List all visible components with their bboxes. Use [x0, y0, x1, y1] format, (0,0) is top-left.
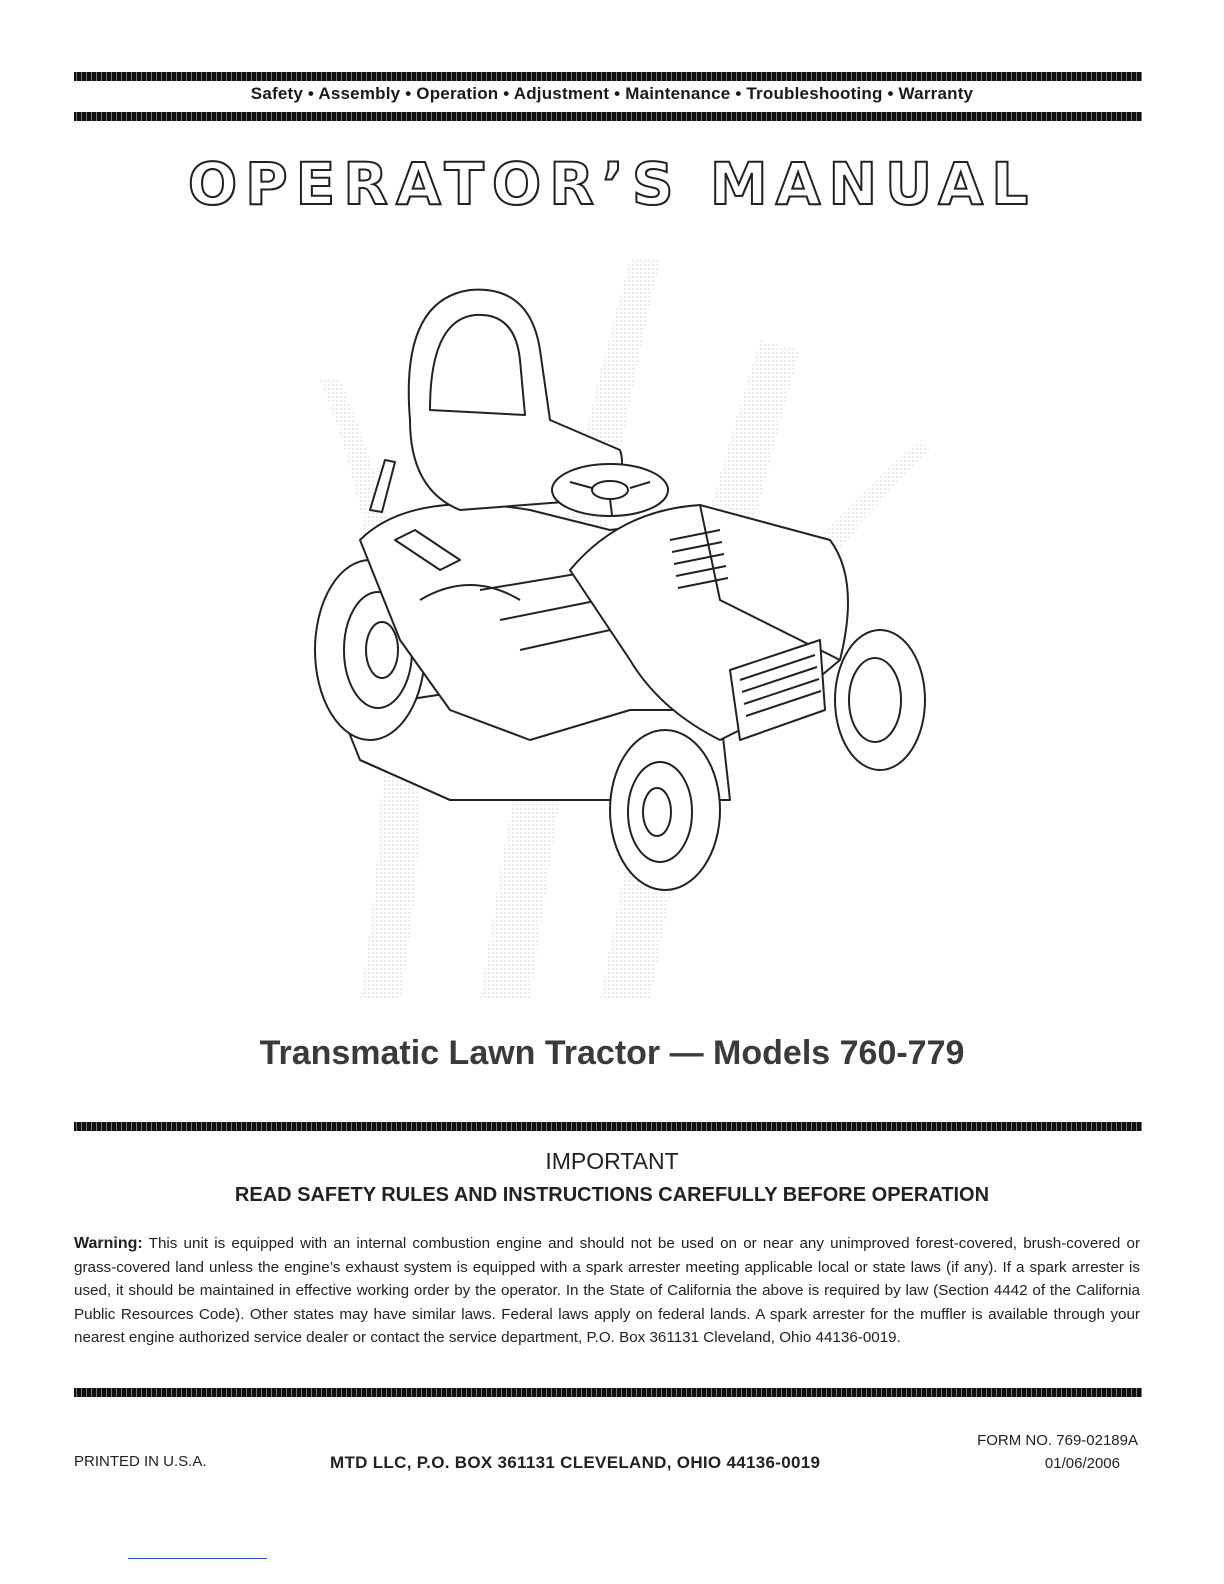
- top-rule-lower: [74, 112, 1142, 121]
- form-number: FORM NO. 769-02189A: [977, 1432, 1138, 1449]
- middle-rule: [74, 1122, 1142, 1131]
- lawn-tractor-illustration: [300, 240, 940, 1010]
- bottom-rule: [74, 1388, 1142, 1397]
- top-rule-upper: [74, 72, 1142, 81]
- warning-text: This unit is equipped with an internal combustion engine and should not be used on or near any unimproved forest-covered, brush-covered or grass-covered land unless the engine’s exhaust system is equipped with a spark arrester meeting applicable local or state laws (if any). If a spark arrester is used, it should be maintained in effective working order by the operator. In the State of California the above is required by law (Section 4442 of the California Public Resources Code). Other states may have similar laws. Federal laws apply on federal lands. A spark arrester for the muffler is available through your nearest engine authorized service dealer or contact the service department, P.O. Box 361131 Cleveland, Ohio 44136-0019.: [74, 1235, 1140, 1346]
- warning-paragraph: [74, 1232, 1140, 1350]
- important-heading: IMPORTANT: [545, 1148, 679, 1174]
- company-address: MTD LLC, P.O. BOX 361131 CLEVELAND, OHIO 44136-0019: [330, 1453, 821, 1472]
- warning-label: Warning:: [74, 1235, 143, 1252]
- product-subtitle: Transmatic Lawn Tractor — Models 760-779: [259, 1034, 965, 1072]
- topics-line: Safety • Assembly • Operation • Adjustment • Maintenance • Troubleshooting • Warranty: [250, 84, 974, 103]
- safety-instruction: READ SAFETY RULES AND INSTRUCTIONS CAREFULLY BEFORE OPERATION: [234, 1184, 990, 1206]
- printed-in: PRINTED IN U.S.A.: [74, 1453, 207, 1470]
- link-underline: [128, 1558, 267, 1559]
- form-date: 01/06/2006: [1044, 1455, 1120, 1472]
- manual-title: OPERATOR’S MANUAL: [187, 150, 1037, 218]
